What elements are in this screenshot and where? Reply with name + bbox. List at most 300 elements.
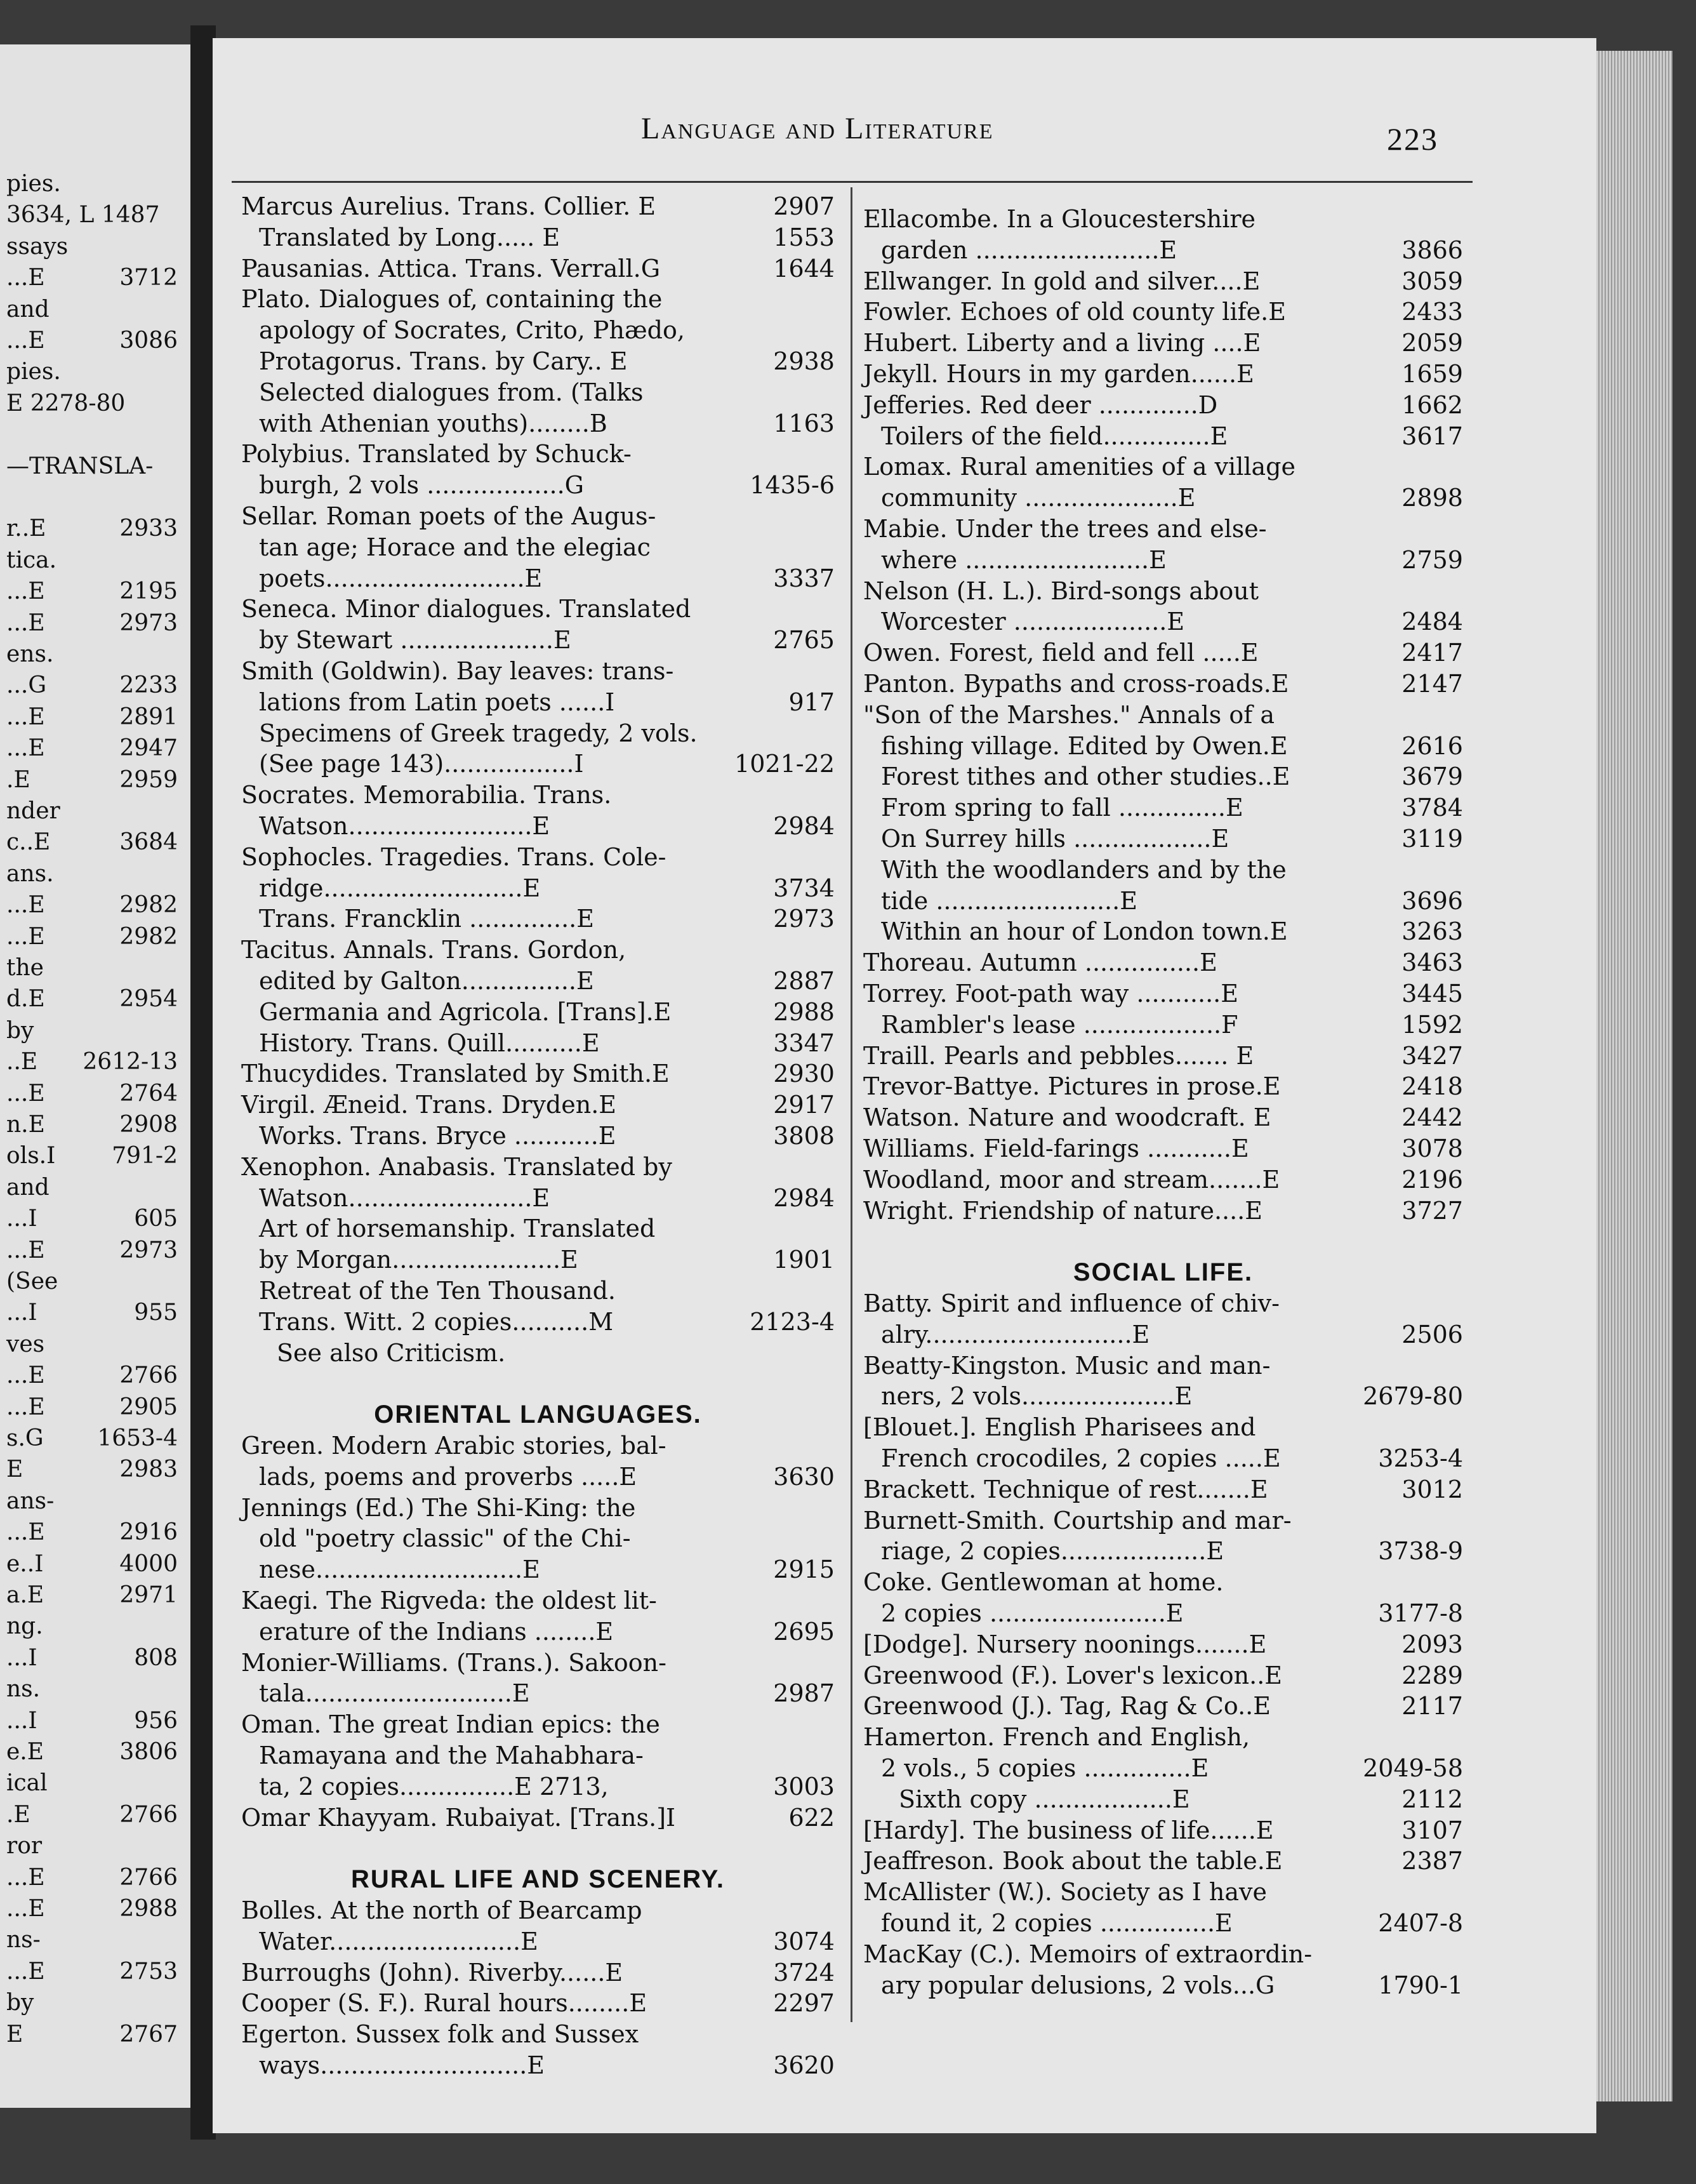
call-number: 3263 xyxy=(1401,917,1463,946)
entry-text: Monier-Williams. (Trans.). Sakoon- xyxy=(241,1648,666,1677)
entry-text: alry...........................E xyxy=(881,1320,1150,1348)
call-number: 1021-22 xyxy=(734,750,835,778)
entry-text: ns. xyxy=(6,1676,41,1703)
entry-text: a.E xyxy=(6,1582,44,1608)
entry-text: Retreat of the Ten Thousand. xyxy=(259,1277,616,1305)
entry-line xyxy=(6,231,178,263)
entry-text: Trans. Witt. 2 copies..........M xyxy=(259,1307,614,1336)
entry-text: riage, 2 copies...................E xyxy=(881,1537,1224,1566)
entry-text: Torrey. Foot-path way ...........E xyxy=(863,980,1238,1008)
entry-line xyxy=(6,451,178,483)
entry-line xyxy=(6,1768,178,1799)
entry-text: Xenophon. Anabasis. Translated by xyxy=(241,1152,672,1181)
section-heading xyxy=(241,1863,835,1895)
entry-line xyxy=(241,253,835,284)
entry-line xyxy=(241,686,835,718)
entry-text: ...E xyxy=(6,1896,45,1922)
entry-line xyxy=(6,1611,178,1642)
entry-line xyxy=(6,1799,178,1831)
entry-line xyxy=(6,1580,178,1611)
entry-line xyxy=(863,1660,1463,1691)
entry-line xyxy=(863,792,1463,823)
entry-line xyxy=(6,1046,178,1078)
call-number: 2987 xyxy=(773,1679,835,1708)
entry-text: ...E xyxy=(6,735,45,762)
entry-text: erature of the Indians ........E xyxy=(259,1617,614,1646)
entry-text: [Blouet.]. English Pharisees and xyxy=(863,1413,1256,1442)
call-number: 2907 xyxy=(773,192,835,220)
call-number: 2766 xyxy=(119,1362,178,1389)
call-number: 3427 xyxy=(1401,1041,1463,1070)
call-number: 2887 xyxy=(773,967,835,995)
entry-text: Polybius. Translated by Schuck- xyxy=(241,440,632,469)
entry-line xyxy=(241,1430,835,1462)
call-number: 1435-6 xyxy=(750,471,835,500)
page-number: 223 xyxy=(1387,121,1438,157)
section-heading-text: RURAL LIFE AND SCENERY. xyxy=(350,1865,725,1894)
entry-text: Oman. The great Indian epics: the xyxy=(241,1710,660,1739)
entry-text: On Surrey hills ..................E xyxy=(881,825,1229,853)
entry-line xyxy=(241,655,835,687)
entry-line xyxy=(6,1423,178,1455)
entry-text: Trevor-Battye. Pictures in prose.E xyxy=(863,1072,1281,1101)
call-number: 2973 xyxy=(773,905,835,933)
entry-line xyxy=(6,325,178,357)
call-number: 2984 xyxy=(773,812,835,840)
call-number: 622 xyxy=(788,1803,835,1832)
entry-text: Rambler's lease ..................F xyxy=(881,1010,1238,1039)
header-rule xyxy=(232,181,1473,183)
call-number: 2764 xyxy=(119,1080,178,1107)
entry-line xyxy=(863,513,1463,545)
section-heading-text: SOCIAL LIFE. xyxy=(1073,1258,1254,1287)
entry-line xyxy=(863,1350,1463,1382)
entry-line xyxy=(241,1894,835,1926)
entry-line xyxy=(6,952,178,984)
entry-text: ...E xyxy=(6,609,45,636)
entry-line xyxy=(6,1172,178,1204)
entry-line xyxy=(6,513,178,545)
entry-text: ...I xyxy=(6,1644,37,1671)
entry-line xyxy=(6,1235,178,1267)
call-number: 2195 xyxy=(119,578,178,605)
call-number: 791-2 xyxy=(112,1143,178,1169)
entry-text: ssays xyxy=(6,233,69,260)
entry-text: Thucydides. Translated by Smith.E xyxy=(241,1060,670,1088)
entry-text: by xyxy=(6,1990,34,2016)
page-edges xyxy=(1596,51,1673,2101)
entry-text: Egerton. Sussex folk and Sussex xyxy=(241,2020,639,2049)
call-number: 2959 xyxy=(119,766,178,793)
entry-text: pies. xyxy=(6,359,61,385)
entry-line xyxy=(6,262,178,294)
entry-line xyxy=(241,841,835,873)
entry-text: ...E xyxy=(6,265,45,291)
entry-text: Sellar. Roman poets of the Augus- xyxy=(241,502,656,530)
entry-line xyxy=(6,1705,178,1737)
call-number: 2767 xyxy=(119,2021,178,2048)
entry-text: nese...........................E xyxy=(259,1555,540,1584)
entry-text: Plato. Dialogues of, containing the xyxy=(241,285,663,314)
entry-text: Marcus Aurelius. Trans. Collier. E xyxy=(241,192,656,220)
section-heading xyxy=(863,1256,1463,1288)
entry-line xyxy=(241,996,835,1028)
entry-text: ...E xyxy=(6,1237,45,1263)
entry-text: Water.........................E xyxy=(259,1927,538,1955)
call-number: 2147 xyxy=(1401,670,1463,698)
entry-line xyxy=(241,222,835,253)
entry-text: Tacitus. Annals. Trans. Gordon, xyxy=(241,936,626,964)
call-number: 2417 xyxy=(1401,639,1463,667)
entry-line xyxy=(863,1319,1463,1350)
entry-text: ...E xyxy=(6,923,45,950)
entry-line xyxy=(863,885,1463,917)
entry-line xyxy=(863,1070,1463,1102)
entry-line xyxy=(863,854,1463,886)
entry-text: Art of horsemanship. Translated xyxy=(259,1215,656,1243)
entry-text: Seneca. Minor dialogues. Translated xyxy=(241,595,691,623)
call-number: 4000 xyxy=(119,1550,178,1577)
entry-line xyxy=(6,921,178,953)
entry-line xyxy=(863,544,1463,576)
entry-line xyxy=(863,1505,1463,1536)
entry-line xyxy=(241,1802,835,1834)
running-title: Language and Literature xyxy=(641,112,994,145)
call-number: 2982 xyxy=(119,923,178,950)
entry-line xyxy=(6,419,178,451)
entry-text: and xyxy=(6,1174,50,1201)
entry-text: Hamerton. French and English, xyxy=(863,1723,1250,1752)
entry-line xyxy=(6,1360,178,1392)
entry-line xyxy=(863,1102,1463,1133)
entry-line xyxy=(241,1275,835,1307)
entry-text: with Athenian youths)........B xyxy=(259,409,607,437)
entry-text: d.E xyxy=(6,986,45,1013)
call-number: 2905 xyxy=(119,1394,178,1420)
entry-line xyxy=(6,1517,178,1548)
entry-line xyxy=(863,1040,1463,1072)
entry-line xyxy=(241,1244,835,1275)
entry-text: ves xyxy=(6,1331,45,1357)
call-number: 2049-58 xyxy=(1363,1754,1463,1782)
book-gutter xyxy=(190,25,216,2140)
call-number: 2988 xyxy=(773,997,835,1026)
entry-text: where ........................E xyxy=(881,545,1167,574)
entry-line xyxy=(6,1674,178,1705)
entry-text: ...E xyxy=(6,1080,45,1107)
entry-text: n.E xyxy=(6,1112,45,1138)
entry-line xyxy=(6,1329,178,1361)
entry-line xyxy=(241,1306,835,1338)
entry-text: Thoreau. Autumn ...............E xyxy=(863,949,1217,977)
call-number: 2484 xyxy=(1401,608,1463,636)
entry-text: ens. xyxy=(6,641,54,667)
column-rule xyxy=(851,187,852,2022)
entry-text: ng. xyxy=(6,1613,43,1640)
entry-line xyxy=(863,730,1463,762)
call-number: 3253-4 xyxy=(1378,1444,1463,1472)
entry-line xyxy=(863,1628,1463,1660)
entry-line xyxy=(863,668,1463,700)
entry-line xyxy=(241,1554,835,1585)
entry-text: ...E xyxy=(6,1864,45,1891)
entry-text: ns- xyxy=(6,1927,41,1954)
entry-line xyxy=(863,203,1463,235)
entry-text: Works. Trans. Bryce ...........E xyxy=(259,1122,616,1150)
entry-text: ols.I xyxy=(6,1143,56,1169)
call-number: 3463 xyxy=(1401,949,1463,977)
call-number: 2433 xyxy=(1401,298,1463,326)
entry-text: ror xyxy=(6,1833,43,1860)
entry-text: tica. xyxy=(6,547,57,573)
call-number: 2916 xyxy=(119,1519,178,1546)
entry-line xyxy=(241,779,835,811)
entry-line xyxy=(241,345,835,377)
call-number: 3086 xyxy=(119,328,178,354)
entry-text: With the woodlanders and by the xyxy=(881,855,1287,884)
entry-text: Burnett-Smith. Courtship and mar- xyxy=(863,1506,1292,1535)
entry-line xyxy=(863,1876,1463,1908)
call-number: 808 xyxy=(134,1644,178,1671)
entry-text: ta, 2 copies...............E 2713, xyxy=(259,1772,609,1801)
section-heading xyxy=(241,1399,835,1430)
entry-line xyxy=(241,1182,835,1214)
entry-line xyxy=(241,2049,835,2081)
entry-text: Panton. Bypaths and cross-roads.E xyxy=(863,670,1289,698)
call-number: 2930 xyxy=(773,1060,835,1088)
entry-text: Greenwood (J.). Tag, Rag & Co..E xyxy=(863,1692,1271,1721)
entry-line xyxy=(6,2019,178,2051)
call-number: 3727 xyxy=(1401,1196,1463,1225)
call-number: 1644 xyxy=(773,254,835,283)
entry-text: ways...........................E xyxy=(259,2051,545,2079)
call-number: 3808 xyxy=(773,1122,835,1150)
entry-line xyxy=(6,1015,178,1047)
entry-line xyxy=(241,1616,835,1648)
call-number: 2898 xyxy=(1401,484,1463,512)
entry-text: Sophocles. Tragedies. Trans. Cole- xyxy=(241,842,666,871)
call-number: 956 xyxy=(134,1707,178,1734)
entry-text: Watson........................E xyxy=(259,812,550,840)
entry-line xyxy=(241,1213,835,1244)
entry-line xyxy=(241,1957,835,1988)
entry-line xyxy=(6,388,178,420)
call-number: 2112 xyxy=(1401,1785,1463,1813)
entry-line xyxy=(863,1907,1463,1939)
call-number: 3620 xyxy=(773,2051,835,2079)
entry-line xyxy=(863,1969,1463,2001)
call-number: 2407-8 xyxy=(1378,1909,1463,1937)
entry-text: Specimens of Greek tragedy, 2 vols. xyxy=(259,719,698,747)
entry-text: Beatty-Kingston. Music and man- xyxy=(863,1351,1271,1380)
entry-text: tide ........................E xyxy=(881,886,1137,915)
entry-text: by Morgan......................E xyxy=(259,1246,578,1274)
call-number: 2973 xyxy=(119,609,178,636)
entry-line xyxy=(863,947,1463,978)
entry-text: From spring to fall ..............E xyxy=(881,794,1243,822)
entry-line xyxy=(6,168,178,200)
entry-line xyxy=(241,531,835,563)
entry-line xyxy=(863,699,1463,731)
entry-line xyxy=(6,889,178,921)
entry-text: E xyxy=(6,1456,23,1483)
entry-text: fishing village. Edited by Owen.E xyxy=(881,731,1288,760)
call-number: 2123-4 xyxy=(750,1307,835,1336)
entry-line xyxy=(241,717,835,749)
entry-text: ...G xyxy=(6,672,47,699)
entry-line xyxy=(241,593,835,625)
call-number: 3679 xyxy=(1401,762,1463,791)
entry-line xyxy=(6,1642,178,1674)
entry-text: Brackett. Technique of rest.......E xyxy=(863,1475,1268,1503)
call-number: 2984 xyxy=(773,1183,835,1212)
call-number: 1901 xyxy=(773,1246,835,1274)
call-number: 2933 xyxy=(119,516,178,542)
entry-text: Jefferies. Red deer .............D xyxy=(863,390,1218,419)
entry-line xyxy=(6,733,178,764)
entry-text: Jeaffreson. Book about the table.E xyxy=(863,1847,1283,1875)
entry-text: MacKay (C.). Memoirs of extraordin- xyxy=(863,1940,1313,1968)
entry-line xyxy=(241,283,835,315)
entry-text: Socrates. Memorabilia. Trans. xyxy=(241,781,612,809)
entry-text: Within an hour of London town.E xyxy=(881,917,1288,946)
call-number: 3003 xyxy=(773,1772,835,1801)
entry-line xyxy=(241,1585,835,1616)
call-number: 1659 xyxy=(1401,360,1463,388)
entry-line xyxy=(863,1164,1463,1195)
entry-line xyxy=(6,1548,178,1580)
entry-text: Jekyll. Hours in my garden......E xyxy=(863,360,1254,388)
entry-line xyxy=(241,624,835,656)
entry-text: s.G xyxy=(6,1425,44,1451)
entry-text: ...I xyxy=(6,1707,37,1734)
entry-line xyxy=(6,1486,178,1517)
entry-text: History. Trans. Quill..........E xyxy=(259,1029,600,1057)
entry-text: lads, poems and proverbs .....E xyxy=(259,1462,637,1491)
entry-line xyxy=(6,1862,178,1894)
entry-text: .E xyxy=(6,766,30,793)
call-number: 3177-8 xyxy=(1378,1599,1463,1627)
entry-line xyxy=(863,1380,1463,1412)
entry-line xyxy=(6,482,178,514)
call-number: 3630 xyxy=(773,1462,835,1491)
entry-text: Translated by Long..... E xyxy=(259,223,560,251)
entry-text: Williams. Field-farings ...........E xyxy=(863,1135,1249,1162)
entry-text: Burroughs (John). Riverby......E xyxy=(241,1958,623,1987)
call-number: 2983 xyxy=(119,1456,178,1483)
entry-text: Woodland, moor and stream.......E xyxy=(863,1165,1280,1194)
call-number: 3724 xyxy=(773,1958,835,1987)
entry-text: ...E xyxy=(6,328,45,354)
call-number: 2917 xyxy=(773,1091,835,1119)
entry-text: See also Criticism. xyxy=(277,1338,506,1367)
entry-line xyxy=(241,1677,835,1709)
entry-text: old "poetry classic" of the Chi- xyxy=(259,1524,631,1553)
entry-text: tala...........................E xyxy=(259,1679,530,1708)
entry-text: apology of Socrates, Crito, Phædo, xyxy=(259,316,685,345)
entry-line xyxy=(863,327,1463,359)
call-number: 2915 xyxy=(773,1555,835,1584)
call-number: 2954 xyxy=(119,986,178,1013)
entry-line xyxy=(863,1845,1463,1877)
entry-text: Cooper (S. F.). Rural hours........E xyxy=(241,1989,647,2018)
entry-line xyxy=(241,1492,835,1524)
entry-line xyxy=(863,1411,1463,1443)
call-number: 3806 xyxy=(119,1739,178,1765)
entry-text: ...E xyxy=(6,1362,45,1389)
entry-line xyxy=(241,1740,835,1771)
entry-line xyxy=(241,1089,835,1121)
entry-line xyxy=(863,1133,1463,1164)
entry-text: ...E xyxy=(6,578,45,605)
entry-text: Pausanias. Attica. Trans. Verrall.G xyxy=(241,254,661,283)
entry-text: Fowler. Echoes of old county life.E xyxy=(863,298,1286,326)
call-number: 2616 xyxy=(1401,731,1463,760)
call-number: 2938 xyxy=(773,347,835,375)
entry-line xyxy=(863,1690,1463,1722)
entry-text: Virgil. Æneid. Trans. Dryden.E xyxy=(241,1091,617,1119)
entry-text: E xyxy=(6,2021,23,2048)
entry-line xyxy=(863,296,1463,328)
call-number: 3074 xyxy=(773,1927,835,1955)
call-number: 2059 xyxy=(1401,329,1463,357)
entry-line xyxy=(863,575,1463,607)
entry-line xyxy=(241,438,835,470)
entry-line xyxy=(863,482,1463,514)
entry-line xyxy=(241,1368,835,1399)
entry-line xyxy=(6,545,178,576)
call-number: 2506 xyxy=(1401,1320,1463,1348)
entry-text: Watson. Nature and woodcraft. E xyxy=(863,1103,1271,1132)
call-number: 2612-13 xyxy=(83,1049,178,1075)
entry-line xyxy=(6,1392,178,1423)
entry-line xyxy=(863,358,1463,390)
entry-text: c..E xyxy=(6,829,51,856)
call-number: 2093 xyxy=(1401,1630,1463,1658)
entry-text: community ....................E xyxy=(881,484,1196,512)
entry-text: ...I xyxy=(6,1206,37,1232)
entry-text: Toilers of the field..............E xyxy=(881,422,1228,450)
entry-line xyxy=(6,1203,178,1235)
call-number: 3784 xyxy=(1401,794,1463,822)
entry-line xyxy=(241,1926,835,1957)
entry-text: garden ........................E xyxy=(881,236,1177,264)
entry-line xyxy=(6,1454,178,1486)
entry-text: McAllister (W.). Society as I have xyxy=(863,1878,1267,1907)
entry-line xyxy=(863,1288,1463,1319)
call-number: 2766 xyxy=(119,1864,178,1891)
entry-text: ..E xyxy=(6,1049,38,1075)
entry-line xyxy=(6,1297,178,1329)
entry-text: Batty. Spirit and influence of chiv- xyxy=(863,1289,1280,1317)
call-number: 1592 xyxy=(1401,1010,1463,1039)
entry-line xyxy=(241,748,835,780)
entry-line xyxy=(863,1783,1463,1815)
entry-text: ners, 2 vols....................E xyxy=(881,1382,1193,1411)
call-number: 3107 xyxy=(1401,1816,1463,1844)
entry-text: Wright. Friendship of nature....E xyxy=(863,1196,1263,1225)
entry-text: Smith (Goldwin). Bay leaves: trans- xyxy=(241,657,674,685)
entry-line xyxy=(863,637,1463,669)
entry-text: Traill. Pearls and pebbles....... E xyxy=(863,1041,1254,1070)
call-number: 2766 xyxy=(119,1801,178,1828)
entry-line xyxy=(6,1830,178,1862)
entry-line xyxy=(241,1027,835,1059)
entry-text: Lomax. Rural amenities of a village xyxy=(863,453,1295,481)
entry-line xyxy=(241,1120,835,1152)
entry-text: Kaegi. The Rigveda: the oldest lit- xyxy=(241,1587,657,1615)
entry-text: Bolles. At the north of Bearcamp xyxy=(241,1896,642,1924)
